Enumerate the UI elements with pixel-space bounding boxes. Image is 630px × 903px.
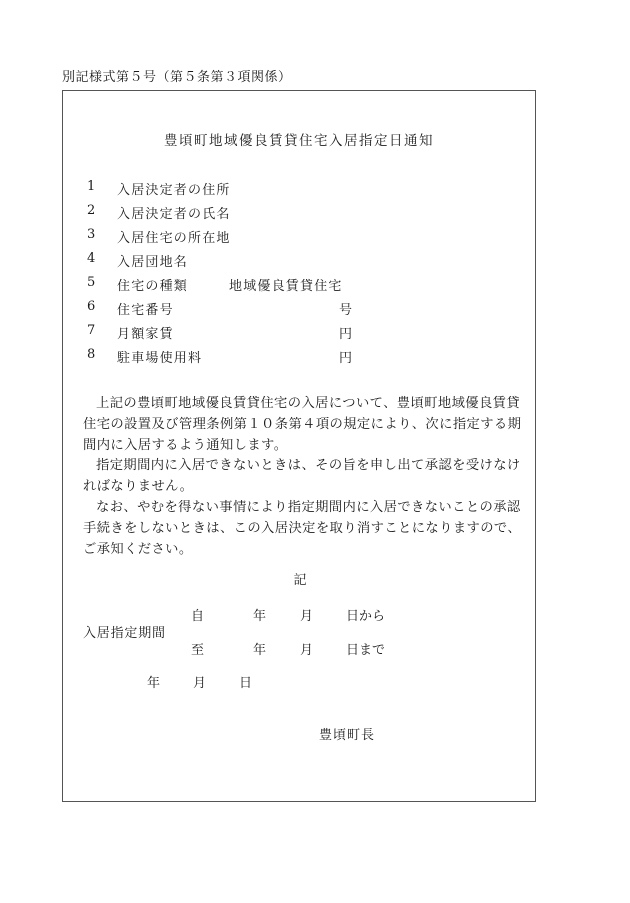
item-label: 月額家賃 — [117, 327, 174, 342]
item-label: 入居団地名 — [117, 255, 189, 270]
period-to-prefix: 至 — [191, 643, 205, 658]
item-label: 住宅の種類 — [117, 279, 189, 294]
item-number: 2 — [87, 203, 97, 218]
form-number-label: 別記様式第５号（第５条第３項関係） — [62, 70, 292, 85]
issue-date-month: 月 — [193, 676, 207, 691]
issue-date-year: 年 — [147, 676, 161, 691]
period-to-year: 年 — [253, 643, 267, 658]
item-number: 1 — [87, 179, 97, 194]
item-label: 入居決定者の氏名 — [117, 207, 231, 222]
item-unit: 円 — [339, 327, 354, 342]
body-paragraph: 上記の豊頃町地域優良賃貸住宅の入居について、豊頃町地域優良賃貸住宅の設置及び管理条例第１０条第４項の規定により、次に指定する期間内に入居するよう通知します。 — [83, 396, 522, 453]
period-from-day: 日から — [346, 609, 386, 624]
body-paragraph: 指定期間内に入居できないときは、その旨を申し出て承認を受けなければなりません。 — [83, 458, 521, 494]
signer-name: 豊頃町長 — [319, 728, 376, 743]
period-from-year: 年 — [253, 609, 267, 624]
item-number: 4 — [87, 251, 97, 266]
period-from-prefix: 自 — [191, 609, 205, 624]
item-label: 住宅番号 — [117, 303, 174, 318]
issue-date-day: 日 — [239, 676, 253, 691]
notice-frame — [62, 90, 536, 802]
item-number: 3 — [87, 227, 97, 242]
ki-heading: 記 — [293, 573, 307, 588]
item-unit: 号 — [339, 303, 354, 318]
item-value: 地域優良賃貸住宅 — [229, 279, 343, 294]
notice-title: 豊頃町地域優良賃貸住宅入居指定日通知 — [164, 133, 434, 149]
item-number: 7 — [87, 323, 97, 338]
period-to-month: 月 — [300, 643, 314, 658]
item-unit: 円 — [339, 351, 354, 366]
period-from-month: 月 — [300, 609, 314, 624]
body-paragraph: なお、やむを得ない事情により指定期間内に入居できないことの承認手続きをしないときは、この入居決定を取り消すことになりますので、ご承知ください。 — [83, 500, 522, 557]
period-to-day: 日まで — [346, 643, 386, 658]
item-label: 入居住宅の所在地 — [117, 231, 231, 246]
item-number: 8 — [87, 347, 97, 362]
item-label: 入居決定者の住所 — [117, 183, 231, 198]
item-number: 6 — [87, 299, 97, 314]
item-number: 5 — [87, 275, 97, 290]
item-label: 駐車場使用料 — [117, 351, 203, 366]
period-label: 入居指定期間 — [83, 626, 166, 641]
